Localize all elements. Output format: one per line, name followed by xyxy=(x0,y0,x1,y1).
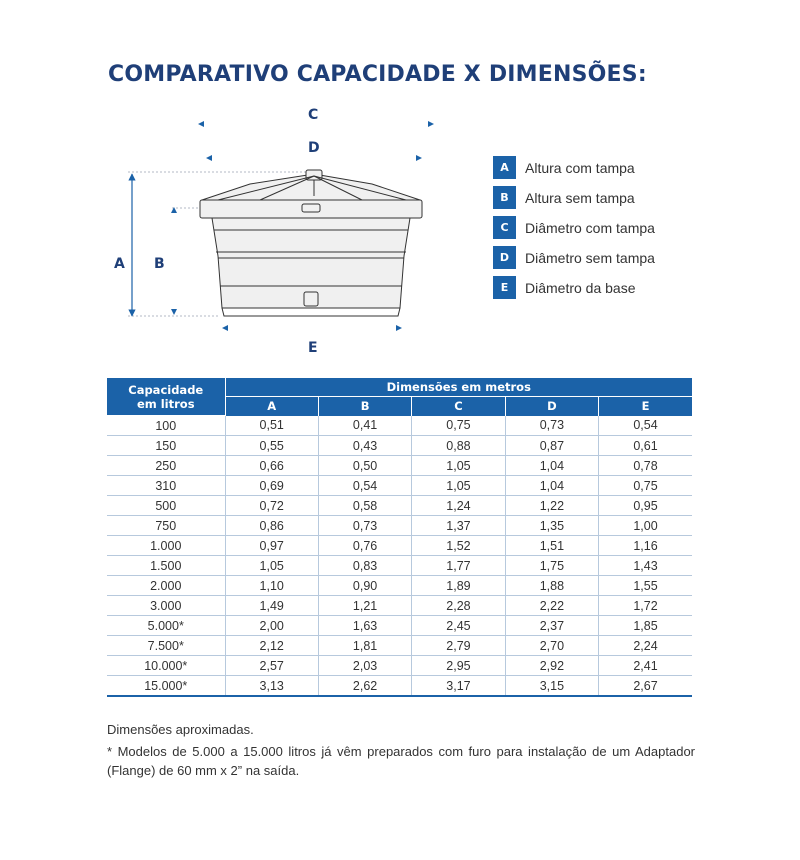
dimension-cell: 0,78 xyxy=(599,456,692,476)
dimension-cell: 1,10 xyxy=(225,576,318,596)
table-row xyxy=(107,556,692,576)
dimension-cell: 2,22 xyxy=(505,596,598,616)
legend-item-a xyxy=(493,156,655,179)
dimension-cell: 2,41 xyxy=(599,656,692,676)
dimension-cell: 0,73 xyxy=(318,516,411,536)
dimension-cell: 1,05 xyxy=(225,556,318,576)
dimension-cell: 2,67 xyxy=(599,676,692,697)
dimension-cell: 0,61 xyxy=(599,436,692,456)
dimension-cell: 0,90 xyxy=(318,576,411,596)
dimension-cell: 0,54 xyxy=(599,416,692,436)
dimension-cell: 2,37 xyxy=(505,616,598,636)
dimension-cell: 0,75 xyxy=(412,416,505,436)
dimension-cell: 1,16 xyxy=(599,536,692,556)
column-header-c: C xyxy=(412,396,505,416)
capacity-cell: 3.000 xyxy=(107,596,225,616)
dimension-cell: 1,04 xyxy=(505,456,598,476)
table-row xyxy=(107,596,692,616)
dimension-cell: 0,54 xyxy=(318,476,411,496)
column-header-d: D xyxy=(505,396,598,416)
dimension-cell: 2,28 xyxy=(412,596,505,616)
dimension-cell: 1,81 xyxy=(318,636,411,656)
dimension-cell: 0,51 xyxy=(225,416,318,436)
table-row xyxy=(107,496,692,516)
dimension-cell: 2,92 xyxy=(505,656,598,676)
column-header-b: B xyxy=(318,396,411,416)
dimension-cell: 0,58 xyxy=(318,496,411,516)
capacity-cell: 1.500 xyxy=(107,556,225,576)
dimension-letter-d: D xyxy=(308,140,320,156)
legend-badge: C xyxy=(493,216,516,239)
table-row xyxy=(107,516,692,536)
dimension-cell: 1,22 xyxy=(505,496,598,516)
approximate-note: Dimensões aproximadas. xyxy=(107,722,254,737)
dimension-cell: 2,03 xyxy=(318,656,411,676)
table-row xyxy=(107,476,692,496)
dimension-cell: 2,70 xyxy=(505,636,598,656)
dimension-cell: 1,55 xyxy=(599,576,692,596)
dimension-cell: 1,72 xyxy=(599,596,692,616)
capacity-cell: 750 xyxy=(107,516,225,536)
dimension-cell: 2,57 xyxy=(225,656,318,676)
legend-label: Altura com tampa xyxy=(525,159,635,176)
table-row xyxy=(107,436,692,456)
dimension-letter-a: A xyxy=(114,256,125,272)
dimension-cell: 1,85 xyxy=(599,616,692,636)
dimension-cell: 0,50 xyxy=(318,456,411,476)
capacity-cell: 1.000 xyxy=(107,536,225,556)
dimension-letter-c: C xyxy=(308,107,319,123)
dimension-cell: 3,15 xyxy=(505,676,598,697)
dimension-cell: 0,88 xyxy=(412,436,505,456)
dimension-cell: 1,37 xyxy=(412,516,505,536)
capacity-cell: 5.000* xyxy=(107,616,225,636)
legend-item-c xyxy=(493,216,655,239)
dimension-cell: 1,88 xyxy=(505,576,598,596)
table-row xyxy=(107,456,692,476)
flange-footnote: * Modelos de 5.000 a 15.000 litros já vêm preparados com furo para instalação de um Adaptador (Flange) de 60 mm x 2” na saída. xyxy=(107,744,695,778)
dimension-cell: 1,49 xyxy=(225,596,318,616)
dimension-cell: 0,75 xyxy=(599,476,692,496)
capacity-header-line2: em litros xyxy=(136,396,195,411)
dimension-letter-e: E xyxy=(308,340,318,356)
dimension-legend xyxy=(493,156,655,306)
dimension-cell: 0,41 xyxy=(318,416,411,436)
page-title: COMPARATIVO CAPACIDADE X DIMENSÕES: xyxy=(108,62,647,87)
dimension-cell: 1,75 xyxy=(505,556,598,576)
dimension-cell: 0,83 xyxy=(318,556,411,576)
dimension-cell: 0,97 xyxy=(225,536,318,556)
legend-badge: B xyxy=(493,186,516,209)
dimension-cell: 2,00 xyxy=(225,616,318,636)
dimension-cell: 1,63 xyxy=(318,616,411,636)
table-row xyxy=(107,576,692,596)
capacity-cell: 7.500* xyxy=(107,636,225,656)
capacity-cell: 10.000* xyxy=(107,656,225,676)
capacity-cell: 150 xyxy=(107,436,225,456)
dimension-cell: 0,76 xyxy=(318,536,411,556)
tank-drawing xyxy=(200,170,422,316)
legend-label: Diâmetro com tampa xyxy=(525,219,655,236)
table-row xyxy=(107,616,692,636)
dimension-cell: 0,43 xyxy=(318,436,411,456)
table-row xyxy=(107,536,692,556)
dimension-cell: 1,77 xyxy=(412,556,505,576)
dimension-cell: 1,00 xyxy=(599,516,692,536)
dimensions-group-header: Dimensões em metros xyxy=(225,378,692,397)
dimension-cell: 2,79 xyxy=(412,636,505,656)
dimension-cell: 0,95 xyxy=(599,496,692,516)
dimension-cell: 1,51 xyxy=(505,536,598,556)
capacity-header-line1: Capacidade xyxy=(128,382,204,397)
dimension-cell: 1,35 xyxy=(505,516,598,536)
dimension-cell: 2,24 xyxy=(599,636,692,656)
table-row xyxy=(107,656,692,676)
legend-label: Diâmetro sem tampa xyxy=(525,249,655,266)
dimension-cell: 1,24 xyxy=(412,496,505,516)
dimension-letter-b: B xyxy=(154,256,165,272)
capacity-column-header xyxy=(107,378,225,416)
table-row xyxy=(107,676,692,697)
legend-item-e xyxy=(493,276,655,299)
capacity-cell: 15.000* xyxy=(107,676,225,697)
column-header-e: E xyxy=(599,396,692,416)
capacity-dimensions-table xyxy=(107,377,692,697)
dimension-cell: 0,55 xyxy=(225,436,318,456)
table-row xyxy=(107,636,692,656)
legend-badge: A xyxy=(493,156,516,179)
legend-badge: E xyxy=(493,276,516,299)
tank-diagram-svg xyxy=(100,100,460,370)
dimension-cell: 1,04 xyxy=(505,476,598,496)
capacity-cell: 2.000 xyxy=(107,576,225,596)
column-header-a: A xyxy=(225,396,318,416)
dimension-cell: 0,69 xyxy=(225,476,318,496)
dimension-cell: 0,73 xyxy=(505,416,598,436)
legend-label: Altura sem tampa xyxy=(525,189,635,206)
dimension-cell: 2,45 xyxy=(412,616,505,636)
capacity-cell: 500 xyxy=(107,496,225,516)
dimension-cell: 0,66 xyxy=(225,456,318,476)
dimension-cell: 1,21 xyxy=(318,596,411,616)
dimension-cell: 2,62 xyxy=(318,676,411,697)
tank-dimension-diagram xyxy=(100,100,460,370)
table-row xyxy=(107,416,692,436)
dimension-cell: 2,12 xyxy=(225,636,318,656)
dimension-cell: 3,13 xyxy=(225,676,318,697)
dimension-cell: 1,52 xyxy=(412,536,505,556)
dimension-cell: 1,89 xyxy=(412,576,505,596)
capacity-cell: 100 xyxy=(107,416,225,436)
dimension-cell: 0,87 xyxy=(505,436,598,456)
dimension-cell: 1,05 xyxy=(412,476,505,496)
legend-item-b xyxy=(493,186,655,209)
dimension-cell: 0,86 xyxy=(225,516,318,536)
dimension-cell: 2,95 xyxy=(412,656,505,676)
capacity-cell: 250 xyxy=(107,456,225,476)
dimension-cell: 1,43 xyxy=(599,556,692,576)
table-body xyxy=(107,416,692,697)
legend-label: Diâmetro da base xyxy=(525,279,636,296)
legend-badge: D xyxy=(493,246,516,269)
dimension-cell: 1,05 xyxy=(412,456,505,476)
dimension-cell: 0,72 xyxy=(225,496,318,516)
legend-item-d xyxy=(493,246,655,269)
capacity-cell: 310 xyxy=(107,476,225,496)
dimension-cell: 3,17 xyxy=(412,676,505,697)
